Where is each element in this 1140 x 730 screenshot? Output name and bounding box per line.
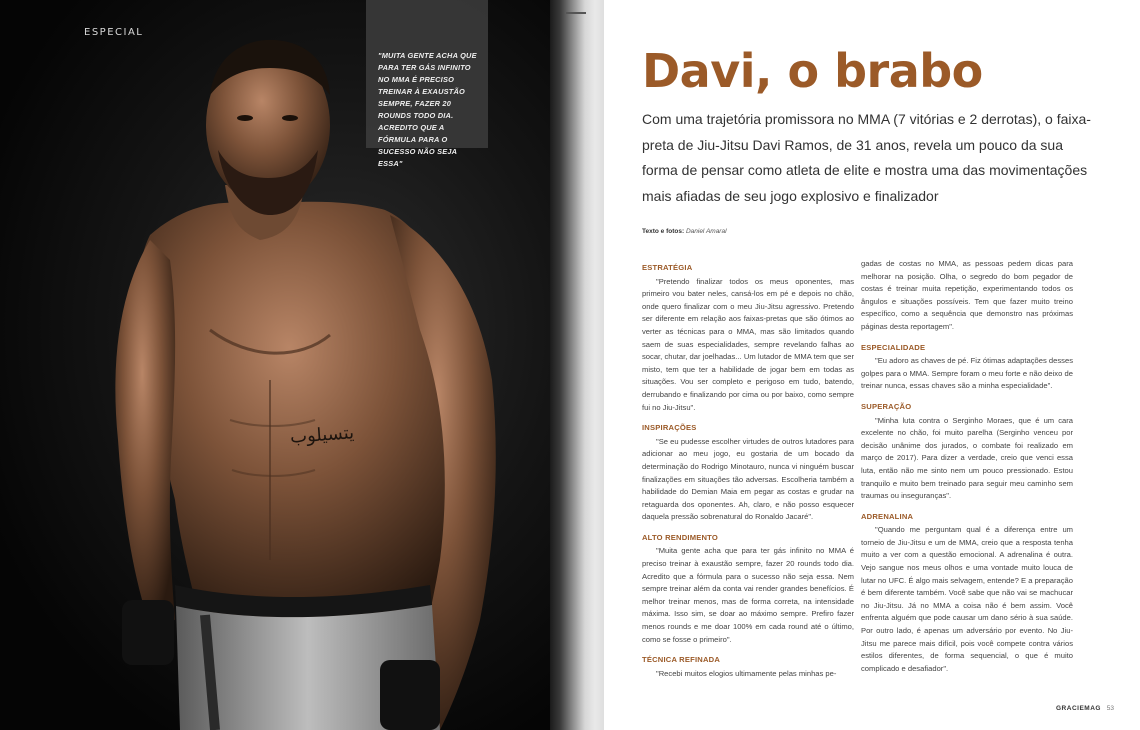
paragraph-alto-rendimento: "Muita gente acha que para ter gás infinito no MMA é preciso treinar à exaustão sempre, fazer 20 rounds todo dia. Acredito que a fórmula para o sucesso não seja essa. Nem sempre treinar além da conta vai render grandes benefícios. É melhor treinar menos, mas de forma correta, na intensidade máxima. Isso sim, se doar ao máximo sempre. Prefiro fazer menos rounds e me doar 100% em cada round até o último, como se fosse o primeiro". xyxy=(642,546,854,644)
heading-estrategia: ESTRATÉGIA xyxy=(642,263,693,272)
page-gutter xyxy=(550,0,606,730)
paragraph-superacao: "Minha luta contra o Serginho Moraes, que é um cara excelente no chão, foi muito parelha (Serginho venceu por decisão unânime dos jurados, o combate foi realizado em março de 2017). Para dizer a verdade, creio que venci essa luta, então não me sinto nem um pouco pressionado. Estou tranquilo e muito bem treinado para seguir meu caminho sem traumas ou inseguranças". xyxy=(861,415,1073,501)
credit-label: Texto e fotos: xyxy=(642,228,685,235)
paragraph-adrenalina: "Quando me perguntam qual é a diferença entre um torneio de Jiu-Jitsu e um de MMA, creio que a resposta tenha muito a ver com a questão emocional. A adrenalina é outra. Vejo sangue nos meus olhos e uma vontade muito louca de lutar no UFC. É algo mais selvagem, entende? E a preparação é bem diferente também. Você sabe que não vai se machucar no Jiu-Jitsu. Já no MMA a coisa não é bem assim. Você enfrenta alguém que pode causar um dano sério à sua saúde. Por outro lado, é apenas um adversário por evento. No Jiu-Jitsu me parece mais difícil, pois você compete contra vários estilos diferentes, de forma sequencial, o que é muito complicado e desafiador". xyxy=(861,525,1073,673)
right-page-article xyxy=(604,0,1140,730)
paragraph-inspiracoes: "Se eu pudesse escolher virtudes de outros lutadores para adicionar ao meu jogo, eu gostaria de um bocado da determinação do Rodrigo Minotauro, nunca vi ninguém buscar finalizações em situações tão adversas. Escolheria também a habilidade do Demian Maia em pegar as costas e grudar na retaguarda dos oponentes. Ah, claro, e não posso esquecer daquela pressão sobrenatural do Ronaldo Jacaré". xyxy=(642,436,854,522)
article-title: Davi, o brabo xyxy=(642,44,983,98)
heading-especialidade: ESPECIALIDADE xyxy=(861,342,926,352)
left-page-photo xyxy=(0,0,550,730)
heading-inspiracoes: INSPIRAÇÕES xyxy=(642,423,697,433)
article-lead: Com uma trajetória promissora no MMA (7 vitórias e 2 derrotas), o faixa-preta de Jiu-Jitsu Davi Ramos, de 31 anos, revela um pouco da sua forma de pensar como atleta de elite e mostra uma das movimentações mais afiadas de seu jogo explosivo e finalizador xyxy=(642,111,1091,204)
gutter-mark xyxy=(566,12,586,14)
paragraph-tecnica-refinada: "Recebi muitos elogios ultimamente pelas minhas pe- xyxy=(656,668,837,678)
pull-quote-box xyxy=(366,0,488,168)
article-column-1 xyxy=(642,258,854,688)
magazine-name: GRACIEMAG xyxy=(1056,705,1101,712)
tattoo-text: يتسيلوب xyxy=(289,422,355,448)
paragraph-tecnica-continued: gadas de costas no MMA, as pessoas pedem dicas para melhorar na posição. Olha, o segredo do bom pegador de costas é treinar muita repetição, experimentando todos os ângulos e situações possíveis. Tem que fazer muito treino específico, como a sequência que demonstro nas próximas páginas desta reportagem". xyxy=(861,259,1073,331)
section-label: ESPECIAL xyxy=(84,27,144,38)
heading-tecnica-refinada: TÉCNICA REFINADA xyxy=(642,655,721,665)
credit-name: Daniel Amaral xyxy=(685,228,727,235)
paragraph-especialidade: "Eu adoro as chaves de pé. Fiz ótimas adaptações desses golpes para o MMA. Sempre foram o meu forte e não deixo de treinar nunca, essas chaves são a minha especialidade". xyxy=(861,356,1073,391)
heading-superacao: SUPERAÇÃO xyxy=(861,401,912,411)
paragraph-estrategia: "Pretendo finalizar todos os meus oponentes, mas primeiro vou bater neles, cansá-los em pé e depois no chão, onde quero finalizar com o meu Jiu-Jitsu agressivo. Pretendo ser diferente em relação aos faixas-pretas que são ótimos ao verter as técnicas para o MMA, mas são limitados quando saem de suas especialidades, sempre revelando falhas ao socar, chutar, dar joelhadas... Um lutador de MMA tem que ser misto, tem que ter a habilidade de jogar bem em todas as situações. Vou ser completo e perigoso em tudo, batendo, derrubando e finalizando por cima ou por baixo, como sempre fui no Jiu-Jitsu". xyxy=(642,276,854,412)
article-credit xyxy=(642,228,727,235)
page-number: 53 xyxy=(1106,705,1114,712)
page-footer xyxy=(1056,705,1114,712)
article-column-2 xyxy=(861,258,1073,683)
pull-quote-text: "MUITA GENTE ACHA QUE PARA TER GÁS INFINITO NO MMA É PRECISO TREINAR À EXAUSTÃO SEMPRE, FAZER 20 ROUNDS TODO DIA. ACREDITO QUE A FÓRMULA PARA O SUCESSO NÃO SEJA ESSA" xyxy=(378,51,477,168)
heading-adrenalina: ADRENALINA xyxy=(861,511,914,521)
heading-alto-rendimento: ALTO RENDIMENTO xyxy=(642,532,718,542)
